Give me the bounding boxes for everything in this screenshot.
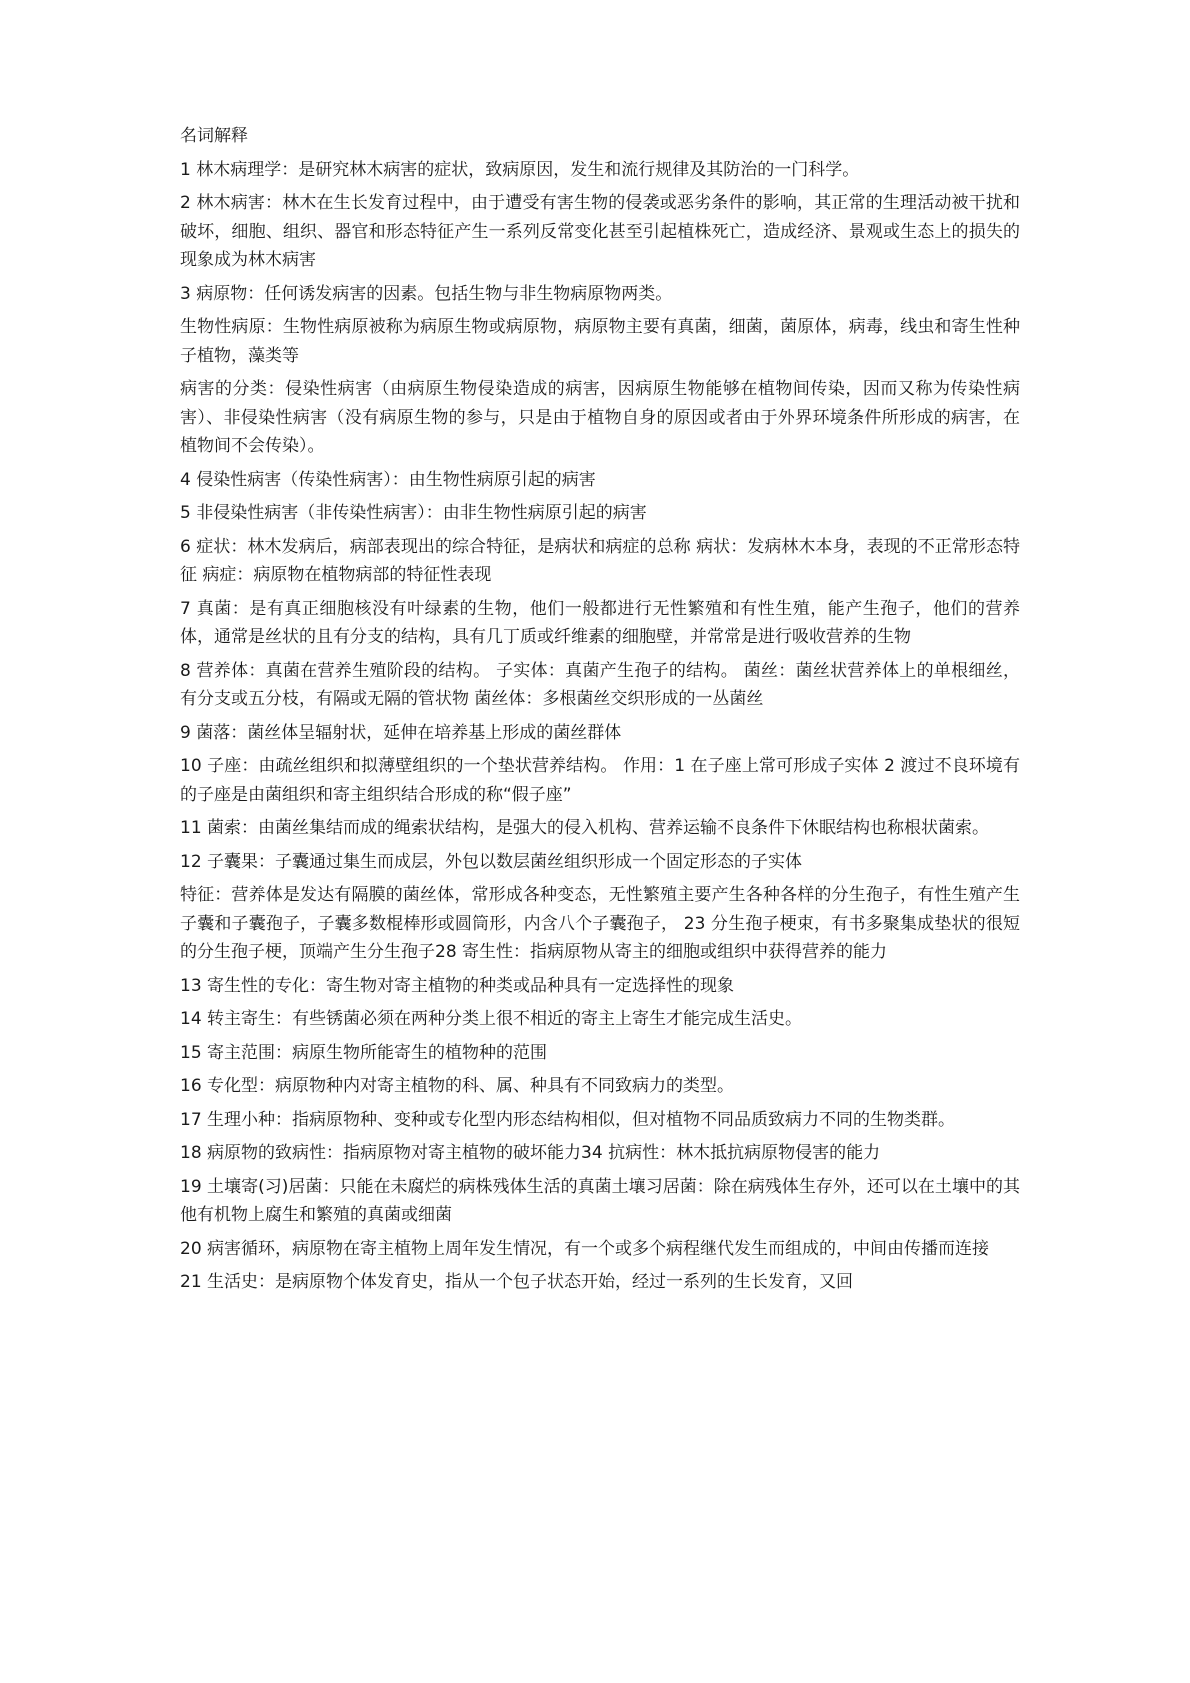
paragraph-7: 5 非侵染性病害（非传染性病害）：由非生物性病原引起的病害 (180, 503, 647, 523)
paragraph-2: 2 林木病害：林木在生长发育过程中，由于遭受有害生物的侵袭或恶劣条件的影响，其正常的生理活动被干扰和破坏，细胞、组织、器官和形态特征产生一系列反常变化甚至引起植株死亡，造成经济、景观或生态上的损失的现象成为林木病害 (180, 193, 1020, 270)
paragraph-12: 10 子座：由疏丝组织和拟薄壁组织的一个垫状营养结构。 作用：1 在子座上常可形成子实体 2 渡过不良环境有的子座是由菌组织和寄主组织结合形成的称“假子座” (180, 756, 1020, 805)
paragraph-14: 12 子囊果：子囊通过集生而成层，外包以数层菌丝组织形成一个固定形态的子实体 (180, 851, 803, 872)
paragraph-8: 6 症状：林木发病后，病部表现出的综合特征，是病状和病症的总称 病状：发病林木本身，表现的不正常形态特征 病症：病原物在植物病部的特征性表现 (180, 536, 1020, 585)
paragraph-3: 3 病原物：任何诱发病害的因素。包括生物与非生物病原物两类。 (180, 283, 673, 304)
paragraph-21: 18 病原物的致病性：指病原物对寄主植物的破坏能力34 抗病性：林木抵抗病原物侵害的能力 (180, 1143, 881, 1163)
paragraph-20: 17 生理小种：指病原物种、变种或专化型内形态结构相似，但对植物不同品质致病力不同的生物类群。 (180, 1109, 956, 1130)
document-page (180, 122, 1020, 1302)
paragraph-19: 16 专化型：病原物种内对寄主植物的科、属、种具有不同致病力的类型。 (180, 1076, 735, 1096)
paragraph-22: 19 土壤寄(习)居菌：只能在未腐烂的病株残体生活的真菌土壤习居菌：除在病残体生存外，还可以在土壤中的其他有机物上腐生和繁殖的真菌或细菌 (180, 1176, 1020, 1225)
paragraph-18: 15 寄主范围：病原生物所能寄生的植物种的范围 (180, 1042, 548, 1063)
paragraph-15: 特征：营养体是发达有隔膜的菌丝体，常形成各种变态，无性繁殖主要产生各种各样的分生孢子，有性生殖产生子囊和子囊孢子，子囊多数棍棒形或圆筒形，内含八个子囊孢子， 23 分生孢子梗束，有书多聚集成垫状的很短的分生孢子梗，顶端产生分生孢子28 寄生性：指病原物从寄主的细胞或组织中获得营养的能力 (180, 885, 1020, 962)
paragraph-23: 20 病害循环，病原物在寄主植物上周年发生情况，有一个或多个病程继代发生而组成的，中间由传播而连接 (180, 1238, 990, 1259)
paragraph-10: 8 营养体：真菌在营养生殖阶段的结构。 子实体：真菌产生孢子的结构。 菌丝：菌丝状营养体上的单根细丝，有分支或五分枝，有隔或无隔的管状物 菌丝体：多根菌丝交织形成的一丛菌丝 (180, 660, 1020, 709)
paragraph-13: 11 菌索：由菌丝集结而成的绳索状结构，是强大的侵入机构、营养运输不良条件下休眠结构也称根状菌索。 (180, 818, 990, 838)
paragraph-6: 4 侵染性病害（传染性病害）：由生物性病原引起的病害 (180, 469, 596, 490)
paragraph-17: 14 转主寄生：有些锈菌必须在两种分类上很不相近的寄主上寄生才能完成生活史。 (180, 1009, 803, 1029)
paragraph-16: 13 寄生性的专化：寄生物对寄主植物的种类或品种具有一定选择性的现象 (180, 975, 735, 996)
document-heading: 名词解释 (180, 126, 248, 146)
paragraph-1: 1 林木病理学：是研究林木病害的症状，致病原因，发生和流行规律及其防治的一门科学。 (180, 159, 860, 180)
paragraph-11: 9 菌落：菌丝体呈辐射状，延伸在培养基上形成的菌丝群体 (180, 722, 622, 743)
paragraph-4: 生物性病原：生物性病原被称为病原生物或病原物，病原物主要有真菌，细菌，菌原体，病毒，线虫和寄生性种子植物，藻类等 (180, 317, 1020, 366)
paragraph-24: 21 生活史：是病原物个体发育史，指从一个包子状态开始，经过一系列的生长发育，又回 (180, 1272, 854, 1292)
paragraph-9: 7 真菌：是有真正细胞核没有叶绿素的生物，他们一般都进行无性繁殖和有性生殖，能产生孢子，他们的营养体，通常是丝状的且有分支的结构，具有几丁质或纤维素的细胞壁，并常常是进行吸收营养的生物 (180, 598, 1020, 647)
paragraph-5: 病害的分类：侵染性病害（由病原生物侵染造成的病害，因病原生物能够在植物间传染，因而又称为传染性病害）、非侵染性病害（没有病原生物的参与，只是由于植物自身的原因或者由于外界环境条件所形成的病害，在植物间不会传染）。 (180, 379, 1020, 456)
